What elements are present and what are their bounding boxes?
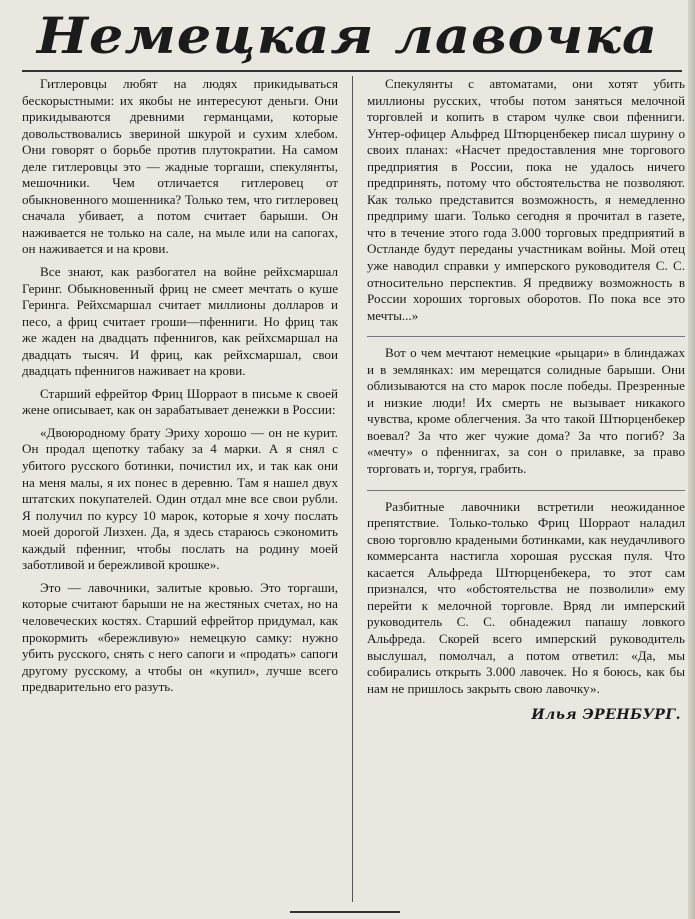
paragraph-obstacle: Разбитные лавочники встретили неожиданное препятствие. Только-только Фриц Шорраот наладил свою торговлю крадеными ботинками, как неудачливого коммерсанта настигла хорошая русская пуля. Что касается Альфреда Штюрценбекера, то этот сам признался, что «обстоятельства не позволили» ему перейти к мелочной торговле. Вряд ли имперский руководитель С. С. обнадежил папашу ловкого Альфреда. Скорей всего имперский руководитель выслушал, помолчал, а потом ответил: «Да, мы собирались открыть 3.000 лавочек. Но я боюсь, как бы нам не пришлось закрыть свою лавочку». xyxy=(367,490,685,698)
bottom-rule xyxy=(290,911,400,913)
page-edge xyxy=(688,0,695,919)
paragraph-goering: Все знают, как разбогател на войне рейхсмаршал Геринг. Обыкновенный фриц не смеет мечтать о куше Геринга. Рейхсмаршал считает миллионы долларов и песо, а фриц считает гроши—пфенниги. Но фриц так же жаден на двадцать пфеннигов, как рейхсмаршал на двадцать тысяч. И фриц, как рейхсмаршал, свои двадцать пфеннигов наживает на крови. xyxy=(22,264,338,379)
paragraph-shopkeepers: Это — лавочники, залитые кровью. Это торгаши, которые считают барыши не на жестяных счетах, но на человеческих костях. Старший ефрейтор придумал, как прокормить «бережливую» немецкую самку: нужно убить русского, снять с него сапоги и «продать» сапоги другому русскому, а чтобы он «купил», лучше всего предварительно его разуть. xyxy=(22,579,338,695)
paragraph-letter-quote: «Двоюродному брату Эриху хорошо — он не курит. Он продал щепотку табаку за 4 марки. А я снял с убитого русского ботинки, почистил их, и так как они на меня малы, я их понес в деревню. Там я нашел двух штатских покупателей. Один отдал мне все свои рубли. Я получил по курсу 10 марок, которые я хочу послать моей дорогой Лизхен. Да, я здесь стараюсь сэкономить каждый пфенниг, чтобы послать на родину моей заботливой и бережливой крошке». xyxy=(22,424,338,573)
title-rule xyxy=(22,70,682,72)
left-column xyxy=(22,76,338,911)
column-divider xyxy=(352,76,353,902)
author-signature: Илья ЭРЕНБУРГ. xyxy=(531,707,681,724)
right-column xyxy=(367,76,685,911)
paragraph-letter-intro: Старший ефрейтор Фриц Шорраот в письме к своей жене описывает, как он зарабатывает денежки в России: xyxy=(22,385,338,418)
paragraph-intro: Гитлеровцы любят на людях прикидываться бескорыстными: их якобы не интересуют деньги. Они прикидываются древними германцами, которые довольствовались звериной шкурой и сухим хлебом. Они говорят о борьбе против плутократии. На самом деле гитлеровцы это — жадные торгаши, спекулянты, мешочники. Чем отличается гитлеровец от обыкновенного мошенника? Только тем, что гитлеровец сначала убивает, а потом считает барыши. Он наживается не только на сале, на мыле или на сапогах, он наживается и на крови. xyxy=(22,76,338,257)
paragraph-speculators: Спекулянты с автоматами, они хотят убить миллионы русских, чтобы потом заняться мелочной торговлей и копить в старом чулке свои пфенниги. Унтер-офицер Альфред Штюрценбекер писал шурину о своих планах: «Насчет предоставления мне торгового предприятия в России, пока не удалось ничего предпринять, потому что обстоятельства не позволяют. Как только представится возможность, я немедленно предприму шаги. Только сегодня я прочитал в газете, что в течение этого года 3.000 торговых предприятий в Остланде будут переданы участникам войны. Мой отец уже наводил справки у имперского руководителя С. С. относительно перспектив. Я предвижу возможность в России хороших торговых оборотов. По пока все это мечты...» xyxy=(367,76,685,323)
paragraph-knights: Вот о чем мечтают немецкие «рыцари» в блиндажах и в землянках: им мерещатся солидные барыши. Они облизываются на сто марок после победы. Презренные и низкие люди! Их смерть не вызывает никакого чувства, кроме облегчения. За что такой Штюрценбекер воевал? За что жег чужие дома? За что погиб? За «мечту» о пфеннигах, за сон о прилавке, за право торговать и, торгуя, грабить. xyxy=(367,336,685,477)
article-title: Немецкая лавочка xyxy=(36,6,659,65)
